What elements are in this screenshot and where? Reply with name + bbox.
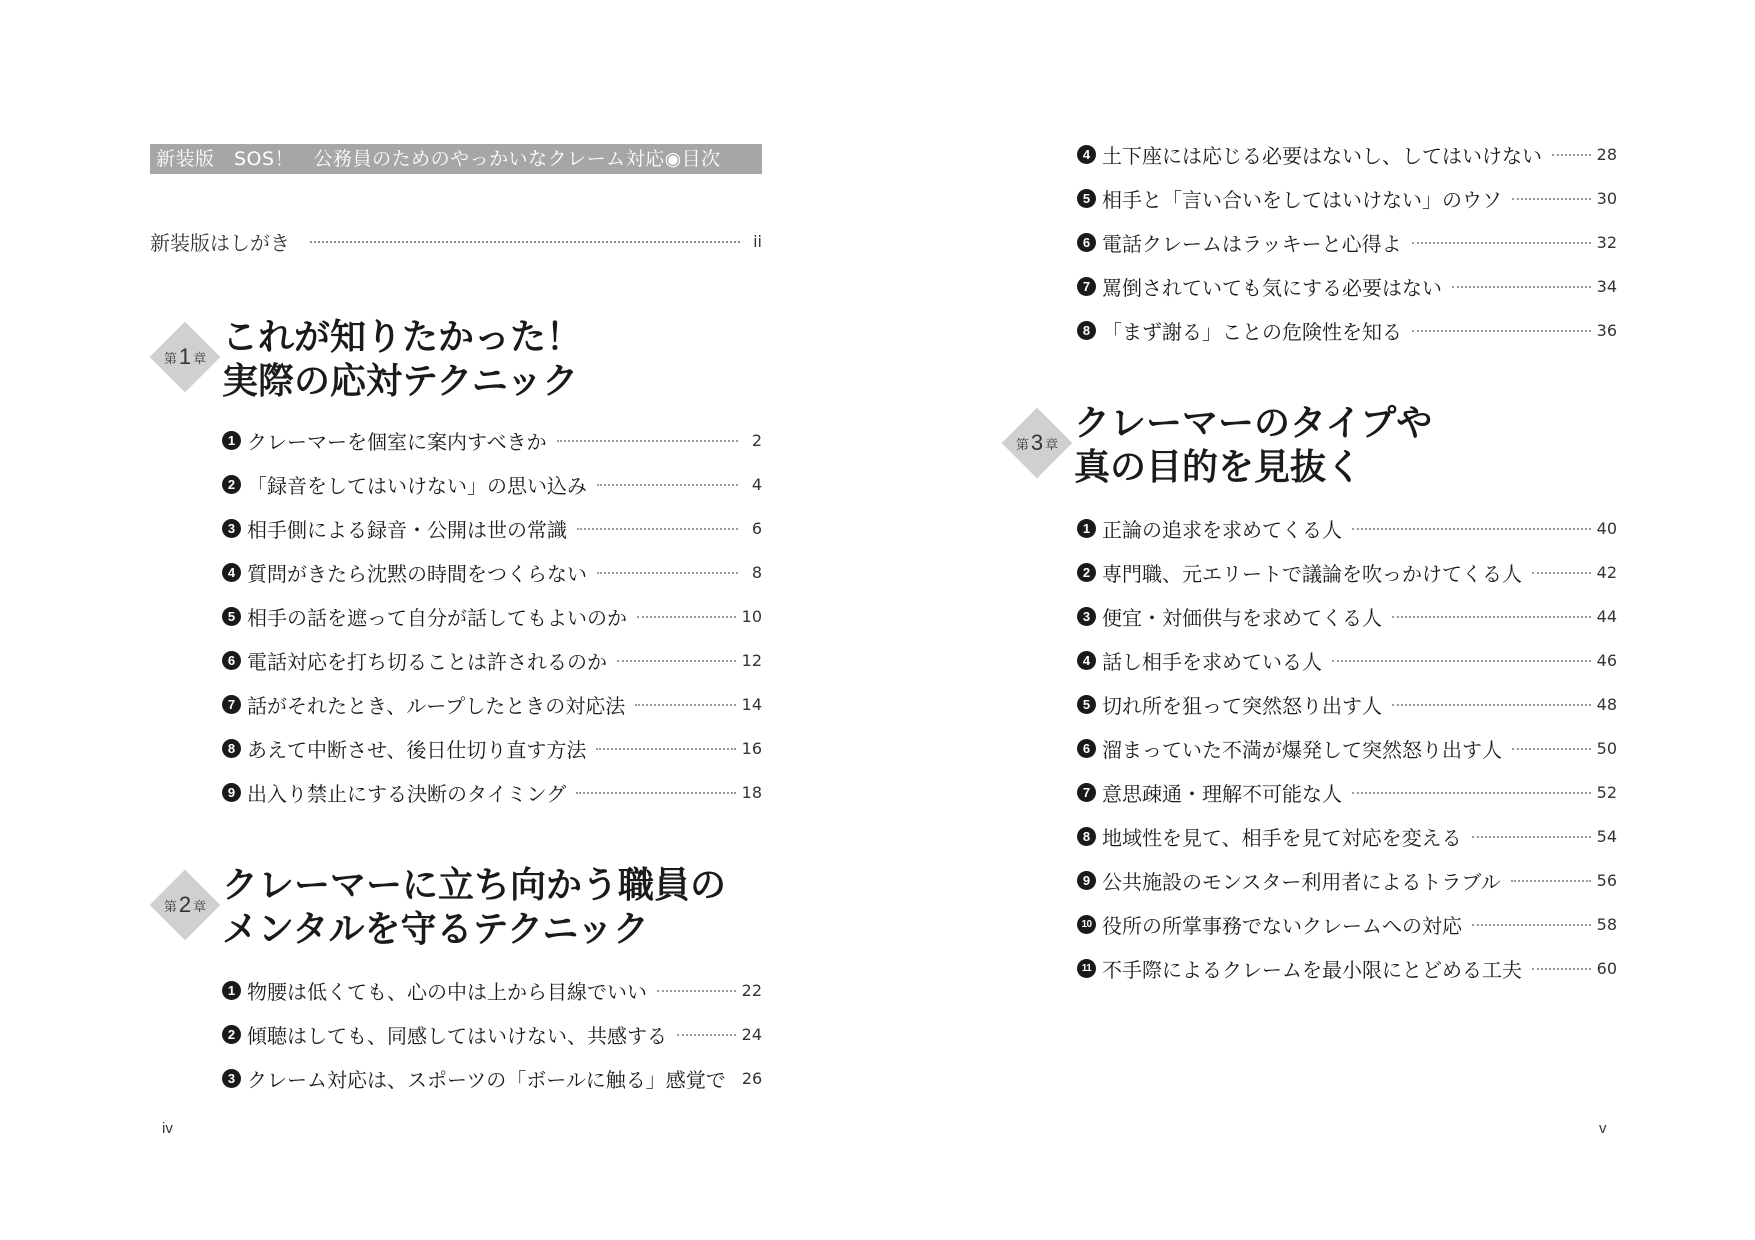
leader-dots xyxy=(617,660,736,662)
toc-item-text: 物腰は低くても、心の中は上から目線でいい xyxy=(247,979,647,1004)
leader-dots xyxy=(637,616,736,618)
leader-dots xyxy=(1532,968,1591,970)
toc-item-page: 60 xyxy=(1596,958,1617,978)
toc-item[interactable] xyxy=(222,682,762,726)
toc-item-page: 42 xyxy=(1596,562,1617,582)
chapter-title-line2: メンタルを守るテクニック xyxy=(222,909,649,950)
chapter-1-badge xyxy=(150,322,220,392)
chapter-3-items xyxy=(1077,506,1617,990)
toc-item-page: 12 xyxy=(741,650,762,670)
toc-item-page: 52 xyxy=(1596,782,1617,802)
toc-item-page: 48 xyxy=(1596,694,1617,714)
toc-item[interactable] xyxy=(1077,682,1617,726)
folio-right: v xyxy=(1599,1120,1607,1137)
toc-item-page: 26 xyxy=(741,1068,763,1088)
toc-item-text: 話がそれたとき、ループしたときの対応法 xyxy=(247,693,626,718)
chapter-2-items-right xyxy=(1077,132,1617,352)
leader-dots xyxy=(577,528,738,530)
leader-dots xyxy=(1392,704,1591,706)
toc-item-text: 公共施設のモンスター利用者によるトラブル xyxy=(1102,869,1501,894)
leader-dots xyxy=(1412,242,1591,244)
number-bullet-icon: 8 xyxy=(222,739,241,758)
chapter-2-items-left xyxy=(222,968,762,1100)
toc-item-page: 4 xyxy=(751,474,762,494)
toc-item[interactable] xyxy=(1077,594,1617,638)
number-bullet-icon: 7 xyxy=(1077,277,1096,296)
toc-item-text: 意思疎通・理解不可能な人 xyxy=(1102,781,1342,806)
number-bullet-icon: 6 xyxy=(1077,233,1096,252)
chapter-title-line2: 実際の応対テクニック xyxy=(222,361,579,402)
leader-dots xyxy=(1511,880,1591,882)
toc-item-page: 30 xyxy=(1596,188,1617,208)
number-bullet-icon: 5 xyxy=(1077,695,1096,714)
book-title-bar: 新装版 SOS！ 公務員のためのやっかいなクレーム対応◉目次 xyxy=(150,144,762,174)
toc-item-page: 54 xyxy=(1596,826,1617,846)
number-bullet-icon: 8 xyxy=(1077,827,1096,846)
leader-dots xyxy=(1452,286,1591,288)
leader-dots xyxy=(1392,616,1591,618)
leader-dots xyxy=(1472,924,1591,926)
toc-item[interactable] xyxy=(1077,132,1617,176)
number-bullet-icon: 2 xyxy=(222,475,241,494)
toc-item[interactable] xyxy=(222,726,762,770)
toc-item-text: 専門職、元エリートで議論を吹っかけてくる人 xyxy=(1102,561,1522,586)
toc-item-text: 「まず謝る」ことの危険性を知る xyxy=(1102,319,1402,344)
leader-dots xyxy=(635,704,735,706)
toc-item-text: 相手側による録音・公開は世の常識 xyxy=(247,517,567,542)
toc-item-text: 役所の所掌事務でないクレームへの対応 xyxy=(1102,913,1462,938)
toc-item[interactable] xyxy=(222,638,762,682)
chapter-title-line1: クレーマーに立ち向かう職員の xyxy=(222,865,727,906)
chapter-title-line1: クレーマーのタイプや xyxy=(1074,403,1433,444)
preface-entry[interactable] xyxy=(150,226,762,256)
toc-item[interactable] xyxy=(1077,506,1617,550)
number-bullet-icon: 11 xyxy=(1077,959,1096,978)
toc-item[interactable] xyxy=(1077,726,1617,770)
toc-item[interactable] xyxy=(1077,770,1617,814)
chapter-prefix: 第 xyxy=(163,899,177,915)
toc-item-page: 14 xyxy=(741,694,762,714)
folio-left: iv xyxy=(162,1120,173,1137)
toc-item-text: 相手の話を遮って自分が話してもよいのか xyxy=(247,605,627,630)
toc-item[interactable] xyxy=(222,506,762,550)
chapter-prefix: 第 xyxy=(1015,437,1029,453)
toc-item-page: 16 xyxy=(741,738,762,758)
toc-item-page: 58 xyxy=(1596,914,1617,934)
preface-label: 新装版はしがき xyxy=(150,230,290,255)
toc-item[interactable] xyxy=(1077,220,1617,264)
toc-item-page: 44 xyxy=(1596,606,1617,626)
leader-dots xyxy=(596,748,735,750)
toc-item[interactable] xyxy=(1077,308,1617,352)
toc-item-text: 質問がきたら沈黙の時間をつくらない xyxy=(247,561,587,586)
toc-item-page: 36 xyxy=(1596,320,1617,340)
number-bullet-icon: 3 xyxy=(1077,607,1096,626)
toc-item-text: 罵倒されていても気にする必要はない xyxy=(1102,275,1442,300)
toc-item[interactable] xyxy=(222,462,762,506)
toc-item[interactable] xyxy=(222,770,762,814)
number-bullet-icon: 6 xyxy=(1077,739,1096,758)
number-bullet-icon: 6 xyxy=(222,651,241,670)
toc-item-page: 34 xyxy=(1596,276,1617,296)
leader-dots xyxy=(557,440,738,442)
number-bullet-icon: 1 xyxy=(1077,519,1096,538)
leader-dots xyxy=(1352,528,1591,530)
toc-item-text: あえて中断させ、後日仕切り直す方法 xyxy=(247,737,587,762)
toc-item-page: 6 xyxy=(751,518,762,538)
leader-dots xyxy=(1532,572,1591,574)
toc-item-page: 32 xyxy=(1596,232,1617,252)
chapter-number: 1 xyxy=(178,344,192,369)
toc-item[interactable] xyxy=(1077,638,1617,682)
toc-item[interactable] xyxy=(222,550,762,594)
number-bullet-icon: 3 xyxy=(222,519,241,538)
leader-dots xyxy=(1412,330,1591,332)
toc-item-text: 切れ所を狙って突然怒り出す人 xyxy=(1102,693,1382,718)
toc-item-text: クレーマーを個室に案内すべきか xyxy=(247,429,547,454)
leader-dots xyxy=(1332,660,1591,662)
toc-item-page: 10 xyxy=(741,606,762,626)
leader-dots xyxy=(310,241,740,243)
chapter-3-title xyxy=(1074,402,1432,490)
leader-dots xyxy=(657,990,736,992)
toc-item-page: 22 xyxy=(741,980,762,1000)
toc-item-text: 不手際によるクレームを最小限にとどめる工夫 xyxy=(1102,957,1522,982)
chapter-title-line1: これが知りたかった！ xyxy=(222,317,583,358)
chapter-suffix: 章 xyxy=(193,351,207,367)
chapter-1-title xyxy=(222,316,582,404)
toc-item-page: 46 xyxy=(1596,650,1617,670)
toc-item-text: 土下座には応じる必要はないし、してはいけない xyxy=(1102,143,1542,168)
toc-item-text: クレーム対応は、スポーツの「ボールに触る」感覚で xyxy=(247,1067,726,1092)
toc-item[interactable] xyxy=(1077,814,1617,858)
leader-dots xyxy=(1472,836,1591,838)
toc-item-text: 正論の追求を求めてくる人 xyxy=(1102,517,1342,542)
toc-item-text: 傾聴はしても、同感してはいけない、共感する xyxy=(247,1023,667,1048)
number-bullet-icon: 7 xyxy=(1077,783,1096,802)
number-bullet-icon: 8 xyxy=(1077,321,1096,340)
chapter-2-badge xyxy=(150,870,220,940)
chapter-2-title xyxy=(222,864,726,952)
toc-item-text: 地域性を見て、相手を見て対応を変える xyxy=(1102,825,1462,850)
toc-item-page: 2 xyxy=(751,430,762,450)
chapter-prefix: 第 xyxy=(163,351,177,367)
leader-dots xyxy=(1352,792,1591,794)
number-bullet-icon: 4 xyxy=(1077,145,1096,164)
toc-item-text: 溜まっていた不満が爆発して突然怒り出す人 xyxy=(1102,737,1502,762)
toc-item[interactable] xyxy=(222,1056,762,1100)
toc-item[interactable] xyxy=(1077,946,1617,990)
toc-item[interactable] xyxy=(1077,176,1617,220)
toc-item[interactable] xyxy=(222,594,762,638)
number-bullet-icon: 2 xyxy=(222,1025,241,1044)
toc-item[interactable] xyxy=(1077,902,1617,946)
toc-item[interactable] xyxy=(1077,264,1617,308)
toc-item[interactable] xyxy=(222,418,762,462)
leader-dots xyxy=(576,792,735,794)
toc-item-page: 50 xyxy=(1596,738,1617,758)
right-page xyxy=(877,0,1755,1240)
chapter-title-line2: 真の目的を見抜く xyxy=(1074,447,1363,488)
toc-item-text: 話し相手を求めている人 xyxy=(1102,649,1322,674)
chapter-1-items xyxy=(222,418,762,814)
toc-item-text: 出入り禁止にする決断のタイミング xyxy=(247,781,567,806)
preface-page: ii xyxy=(753,231,762,251)
toc-item-page: 24 xyxy=(741,1024,762,1044)
number-bullet-icon: 9 xyxy=(1077,871,1096,890)
toc-item[interactable] xyxy=(1077,858,1617,902)
number-bullet-icon: 9 xyxy=(222,783,241,802)
leader-dots xyxy=(1512,198,1591,200)
chapter-3-badge xyxy=(1002,408,1072,478)
chapter-suffix: 章 xyxy=(1045,437,1059,453)
number-bullet-icon: 1 xyxy=(222,981,241,1000)
leader-dots xyxy=(1512,748,1591,750)
toc-item[interactable] xyxy=(222,968,762,1012)
toc-item-text: 「録音をしてはいけない」の思い込み xyxy=(247,473,587,498)
leader-dots xyxy=(1552,154,1591,156)
toc-item-page: 56 xyxy=(1596,870,1617,890)
leader-dots xyxy=(597,484,738,486)
number-bullet-icon: 10 xyxy=(1077,915,1096,934)
toc-item-text: 便宜・対価供与を求めてくる人 xyxy=(1102,605,1382,630)
left-page xyxy=(0,0,877,1240)
number-bullet-icon: 4 xyxy=(222,563,241,582)
number-bullet-icon: 5 xyxy=(222,607,241,626)
toc-item-page: 18 xyxy=(741,782,762,802)
leader-dots xyxy=(677,1034,736,1036)
number-bullet-icon: 3 xyxy=(222,1069,241,1088)
number-bullet-icon: 7 xyxy=(222,695,241,714)
chapter-number: 2 xyxy=(178,892,192,917)
number-bullet-icon: 2 xyxy=(1077,563,1096,582)
leader-dots xyxy=(597,572,738,574)
number-bullet-icon: 5 xyxy=(1077,189,1096,208)
number-bullet-icon: 1 xyxy=(222,431,241,450)
toc-item[interactable] xyxy=(1077,550,1617,594)
number-bullet-icon: 4 xyxy=(1077,651,1096,670)
toc-item-text: 電話対応を打ち切ることは許されるのか xyxy=(247,649,607,674)
toc-item-text: 相手と「言い合いをしてはいけない」のウソ xyxy=(1102,187,1502,212)
toc-item[interactable] xyxy=(222,1012,762,1056)
toc-item-page: 28 xyxy=(1596,144,1617,164)
toc-item-page: 40 xyxy=(1596,518,1617,538)
toc-item-text: 電話クレームはラッキーと心得よ xyxy=(1102,231,1402,256)
chapter-number: 3 xyxy=(1030,430,1044,455)
toc-item-page: 8 xyxy=(751,562,762,582)
chapter-suffix: 章 xyxy=(193,899,207,915)
